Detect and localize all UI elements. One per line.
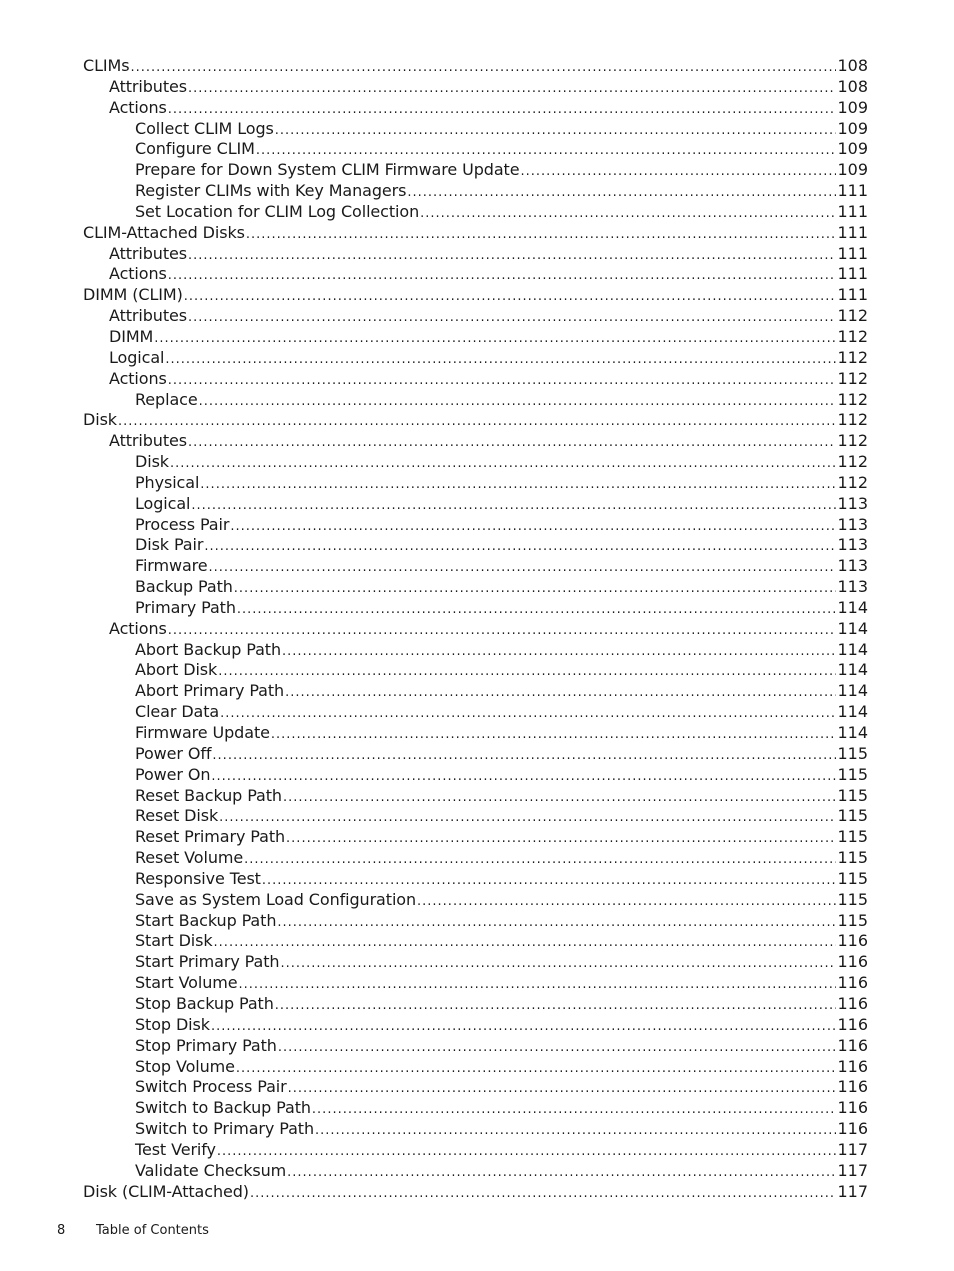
dot-leader — [250, 1184, 837, 1203]
toc-entry[interactable] — [83, 223, 868, 244]
toc-entry-page: 114 — [837, 597, 868, 617]
toc-entry-page: 111 — [837, 243, 868, 263]
dot-leader — [188, 308, 836, 327]
toc-entry-page: 111 — [837, 222, 868, 242]
toc-entry[interactable] — [83, 890, 868, 911]
toc-entry-page: 116 — [837, 993, 868, 1013]
toc-entry-page: 115 — [837, 889, 868, 909]
toc-entry[interactable] — [83, 410, 868, 431]
dot-leader — [315, 1121, 836, 1140]
toc-entry-page: 109 — [837, 97, 868, 117]
toc-entry-page: 115 — [837, 806, 868, 826]
toc-entry[interactable] — [83, 119, 868, 140]
dot-leader — [278, 1038, 837, 1057]
toc-entry[interactable] — [83, 285, 868, 306]
toc-entry[interactable] — [83, 1161, 868, 1182]
toc-entry-title: Save as System Load Configuration — [135, 889, 417, 909]
toc-entry-title: Disk — [83, 410, 117, 430]
toc-entry-title: Switch to Backup Path — [135, 1098, 311, 1118]
dot-leader — [285, 683, 836, 702]
toc-entry-page: 112 — [837, 368, 868, 388]
toc-entry[interactable] — [83, 640, 868, 661]
dot-leader — [234, 579, 837, 598]
toc-entry[interactable] — [83, 1036, 868, 1057]
toc-entry-title: Attributes — [109, 76, 187, 96]
toc-entry-page: 113 — [837, 535, 868, 555]
dot-leader — [191, 496, 836, 515]
toc-entry-title: Abort Primary Path — [135, 681, 285, 701]
dot-leader — [312, 1100, 837, 1119]
toc-entry[interactable] — [83, 452, 868, 473]
toc-entry-title: Switch Process Pair — [135, 1077, 287, 1097]
toc-entry[interactable] — [83, 702, 868, 723]
toc-entry-page: 116 — [837, 1077, 868, 1097]
dot-leader — [238, 975, 836, 994]
dot-leader — [407, 183, 836, 202]
toc-entry-title: Responsive Test — [135, 868, 261, 888]
toc-entry-title: Attributes — [109, 431, 187, 451]
toc-entry[interactable] — [83, 244, 868, 265]
toc-entry[interactable] — [83, 869, 868, 890]
toc-entry-page: 112 — [837, 452, 868, 472]
toc-entry[interactable] — [83, 952, 868, 973]
dot-leader — [417, 892, 836, 911]
toc-entry[interactable] — [83, 494, 868, 515]
toc-entry[interactable] — [83, 515, 868, 536]
toc-entry-page: 109 — [837, 118, 868, 138]
toc-entry-title: Stop Primary Path — [135, 1035, 277, 1055]
toc-entry-title: Stop Disk — [135, 1014, 210, 1034]
toc-entry[interactable] — [83, 765, 868, 786]
toc-entry-title: Actions — [109, 368, 167, 388]
toc-entry-title: Start Volume — [135, 973, 238, 993]
toc-entry-title: Actions — [109, 264, 167, 284]
toc-entry-page: 115 — [837, 827, 868, 847]
toc-entry[interactable] — [83, 556, 868, 577]
toc-entry[interactable] — [83, 848, 868, 869]
toc-entry-title: Disk (CLIM-Attached) — [83, 1181, 249, 1201]
toc-entry-page: 117 — [837, 1139, 868, 1159]
table-of-contents — [83, 56, 868, 1202]
toc-entry-page: 117 — [837, 1160, 868, 1180]
toc-entry-title: Firmware Update — [135, 723, 270, 742]
dot-leader — [275, 996, 837, 1015]
toc-entry-title: CLIMs — [83, 56, 130, 75]
toc-entry-page: 115 — [837, 785, 868, 805]
toc-entry-page: 115 — [837, 910, 868, 930]
toc-entry-page: 116 — [837, 1014, 868, 1034]
toc-entry[interactable] — [83, 390, 868, 411]
dot-leader — [246, 225, 837, 244]
dot-leader — [287, 1163, 836, 1182]
toc-entry-title: Physical — [135, 472, 200, 492]
dot-leader — [204, 537, 836, 556]
toc-entry[interactable] — [83, 577, 868, 598]
toc-entry-title: Firmware — [135, 556, 208, 576]
toc-entry-title: Abort Backup Path — [135, 639, 282, 659]
toc-entry[interactable] — [83, 431, 868, 452]
toc-entry-title: Prepare for Down System CLIM Firmware Update — [135, 160, 520, 180]
footer-page-number: 8 — [57, 1223, 66, 1238]
toc-entry-page: 115 — [837, 764, 868, 784]
toc-entry[interactable] — [83, 139, 868, 160]
toc-entry-page: 112 — [837, 410, 868, 430]
dot-leader — [188, 246, 836, 265]
dot-leader — [165, 350, 836, 369]
toc-entry[interactable] — [83, 1119, 868, 1140]
toc-entry-page: 115 — [837, 743, 868, 763]
toc-entry-title: Process Pair — [135, 514, 230, 534]
toc-entry-title: Logical — [135, 493, 191, 513]
toc-entry[interactable] — [83, 202, 868, 223]
toc-entry-title: Disk Pair — [135, 535, 204, 555]
dot-leader — [271, 725, 837, 744]
toc-entry[interactable] — [83, 160, 868, 181]
toc-entry[interactable] — [83, 806, 868, 827]
toc-entry[interactable] — [83, 77, 868, 98]
toc-entry-title: Logical — [109, 347, 165, 367]
toc-entry-page: 116 — [837, 1098, 868, 1118]
toc-entry-page: 115 — [837, 848, 868, 868]
toc-entry-title: Validate Checksum — [135, 1160, 287, 1180]
dot-leader — [168, 100, 837, 119]
toc-entry-page: 112 — [837, 431, 868, 451]
toc-entry-title: Start Primary Path — [135, 952, 280, 972]
dot-leader — [168, 371, 837, 390]
dot-leader — [217, 1142, 837, 1161]
toc-entry[interactable] — [83, 181, 868, 202]
dot-leader — [168, 621, 837, 640]
toc-entry[interactable] — [83, 1140, 868, 1161]
dot-leader — [188, 433, 836, 452]
toc-entry-page: 108 — [837, 76, 868, 96]
toc-entry[interactable] — [83, 619, 868, 640]
dot-leader — [211, 1017, 837, 1036]
dot-leader — [188, 79, 836, 98]
toc-entry[interactable] — [83, 1077, 868, 1098]
dot-leader — [520, 162, 836, 181]
dot-leader — [211, 767, 836, 786]
toc-entry-page: 117 — [837, 1181, 868, 1201]
toc-entry[interactable] — [83, 369, 868, 390]
toc-entry[interactable] — [83, 744, 868, 765]
toc-entry-page: 116 — [837, 973, 868, 993]
toc-entry-page: 109 — [837, 160, 868, 180]
dot-leader — [168, 266, 837, 285]
toc-entry-title: Start Backup Path — [135, 910, 277, 930]
toc-entry[interactable] — [83, 473, 868, 494]
toc-entry[interactable] — [83, 348, 868, 369]
toc-entry[interactable] — [83, 264, 868, 285]
toc-entry[interactable] — [83, 306, 868, 327]
toc-entry-title: Attributes — [109, 306, 187, 326]
toc-entry[interactable] — [83, 1057, 868, 1078]
toc-entry[interactable] — [83, 786, 868, 807]
toc-entry-page: 111 — [837, 181, 868, 201]
toc-entry-title: Collect CLIM Logs — [135, 118, 274, 138]
toc-entry[interactable] — [83, 327, 868, 348]
toc-entry-title: Backup Path — [135, 577, 233, 597]
dot-leader — [262, 871, 837, 890]
toc-entry[interactable] — [83, 1182, 868, 1203]
toc-entry-title: Attributes — [109, 243, 187, 263]
toc-entry-page: 113 — [837, 577, 868, 597]
toc-entry-title: Actions — [109, 618, 167, 638]
toc-entry-title: DIMM — [109, 326, 154, 346]
dot-leader — [184, 287, 837, 306]
toc-entry-title: Switch to Primary Path — [135, 1119, 314, 1139]
toc-entry-title: Set Location for CLIM Log Collection — [135, 201, 420, 221]
toc-entry-title: Start Disk — [135, 931, 213, 951]
dot-leader — [170, 454, 836, 473]
toc-entry-title: Reset Volume — [135, 848, 244, 868]
dot-leader — [212, 746, 836, 765]
toc-entry-title: Register CLIMs with Key Managers — [135, 181, 407, 201]
toc-entry-page: 113 — [837, 493, 868, 513]
toc-entry-page: 112 — [837, 389, 868, 409]
toc-entry-page: 112 — [837, 347, 868, 367]
footer-section-title: Table of Contents — [96, 1223, 209, 1238]
toc-entry-title: CLIM-Attached Disks — [83, 222, 245, 242]
dot-leader — [214, 933, 837, 952]
toc-entry-page: 112 — [837, 326, 868, 346]
dot-leader — [218, 662, 836, 681]
toc-entry-title: Reset Primary Path — [135, 827, 286, 847]
dot-leader — [277, 913, 836, 932]
toc-entry-page: 109 — [837, 139, 868, 159]
toc-entry-title: Configure CLIM — [135, 139, 255, 159]
toc-entry-page: 112 — [837, 306, 868, 326]
toc-entry[interactable] — [83, 660, 868, 681]
dot-leader — [236, 1059, 837, 1078]
toc-entry-title: Test Verify — [135, 1139, 216, 1159]
dot-leader — [256, 141, 837, 160]
toc-entry[interactable] — [83, 598, 868, 619]
toc-entry-page: 114 — [837, 681, 868, 701]
toc-entry-page: 116 — [837, 1119, 868, 1139]
toc-entry[interactable] — [83, 681, 868, 702]
dot-leader — [209, 558, 837, 577]
toc-entry-page: 114 — [837, 702, 868, 722]
toc-entry-page: 111 — [837, 285, 868, 305]
toc-entry[interactable] — [83, 911, 868, 932]
toc-entry[interactable] — [83, 931, 868, 952]
toc-entry-title: Reset Disk — [135, 806, 219, 826]
toc-entry-page: 111 — [837, 264, 868, 284]
dot-leader — [282, 642, 836, 661]
toc-entry-title: Disk — [135, 452, 169, 472]
toc-entry[interactable] — [83, 973, 868, 994]
toc-entry-title: Stop Volume — [135, 1056, 235, 1076]
dot-leader — [237, 600, 837, 619]
dot-leader — [244, 850, 836, 869]
toc-entry-title: Actions — [109, 97, 167, 117]
toc-entry[interactable] — [83, 1098, 868, 1119]
dot-leader — [420, 204, 836, 223]
dot-leader — [280, 954, 836, 973]
toc-entry[interactable] — [83, 827, 868, 848]
toc-entry-page: 115 — [837, 868, 868, 888]
toc-entry-page: 116 — [837, 1056, 868, 1076]
dot-leader — [130, 58, 836, 77]
dot-leader — [230, 517, 836, 536]
toc-entry-page: 112 — [837, 472, 868, 492]
toc-entry-page: 113 — [837, 556, 868, 576]
toc-entry-title: Power On — [135, 764, 211, 784]
toc-entry-title: Power Off — [135, 743, 212, 763]
toc-entry-title: Stop Backup Path — [135, 993, 274, 1013]
toc-entry-page: 108 — [837, 56, 868, 75]
toc-entry[interactable] — [83, 56, 868, 77]
dot-leader — [219, 808, 836, 827]
toc-entry-page: 114 — [837, 660, 868, 680]
dot-leader — [286, 829, 836, 848]
toc-entry-title: Primary Path — [135, 597, 236, 617]
dot-leader — [275, 121, 837, 140]
dot-leader — [220, 704, 836, 723]
toc-entry-page: 111 — [837, 201, 868, 221]
toc-entry-title: DIMM (CLIM) — [83, 285, 183, 305]
toc-entry-page: 116 — [837, 952, 868, 972]
toc-entry[interactable] — [83, 1015, 868, 1036]
toc-entry[interactable] — [83, 723, 868, 744]
toc-entry[interactable] — [83, 994, 868, 1015]
toc-entry-page: 114 — [837, 723, 868, 742]
toc-entry-page: 113 — [837, 514, 868, 534]
toc-entry-title: Abort Disk — [135, 660, 218, 680]
toc-entry[interactable] — [83, 98, 868, 119]
dot-leader — [154, 329, 836, 348]
toc-entry[interactable] — [83, 535, 868, 556]
toc-entry-title: Clear Data — [135, 702, 220, 722]
toc-entry-title: Replace — [135, 389, 198, 409]
toc-entry-title: Reset Backup Path — [135, 785, 282, 805]
dot-leader — [288, 1079, 837, 1098]
toc-entry-page: 114 — [837, 618, 868, 638]
toc-entry-page: 116 — [837, 931, 868, 951]
page-footer — [57, 1222, 209, 1240]
dot-leader — [283, 788, 836, 807]
dot-leader — [199, 392, 837, 411]
toc-entry-page: 114 — [837, 639, 868, 659]
toc-entry-page: 116 — [837, 1035, 868, 1055]
dot-leader — [118, 412, 836, 431]
dot-leader — [200, 475, 836, 494]
